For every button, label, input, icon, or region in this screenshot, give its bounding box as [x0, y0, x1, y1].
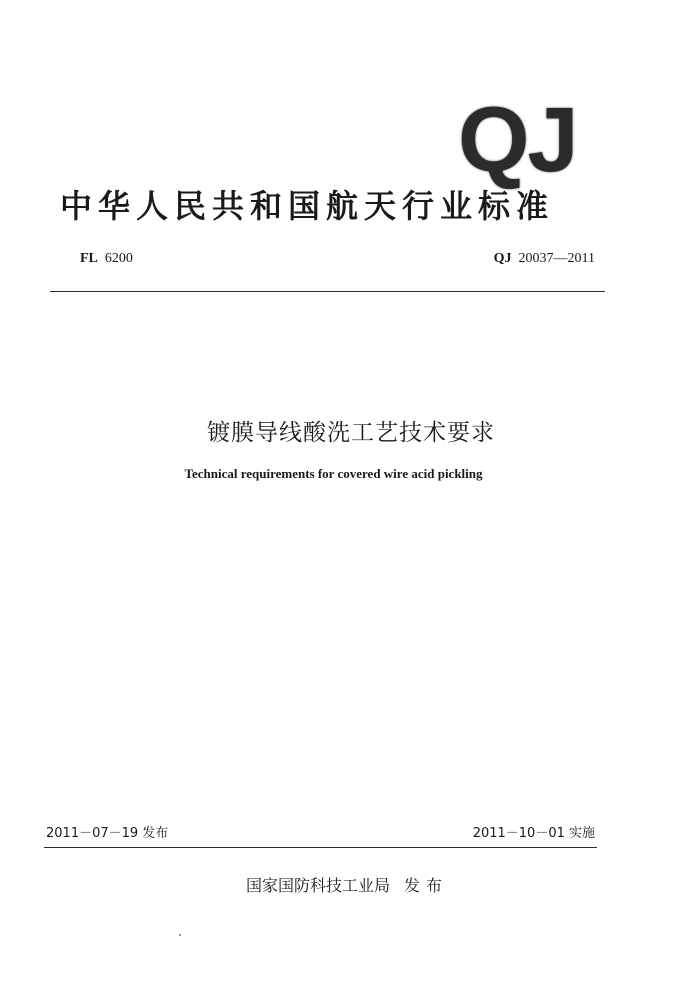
implementation-date: 2011－10－01 实施: [472, 826, 595, 841]
standard-prefix: QJ: [493, 251, 512, 266]
document-title-english: Technical requirements for covered wire acid pickling: [184, 466, 483, 481]
classification-prefix: FL: [80, 251, 98, 266]
qj-logo: QJ: [458, 89, 577, 191]
document-title-chinese: 镀膜导线酸洗工艺技术要求: [207, 420, 495, 446]
classification-code: [80, 251, 133, 267]
scan-speck: [179, 934, 181, 936]
standard-code: 20037—2011: [518, 251, 595, 266]
classification-number: 6200: [104, 251, 133, 266]
top-divider: [50, 291, 605, 292]
issuing-authority: [246, 876, 448, 896]
issue-label: 发布: [404, 876, 449, 895]
release-date: 2011－07－19 发布: [46, 826, 169, 841]
issuer-name: 国家国防科技工业局: [246, 876, 391, 895]
standard-body-title: 中华人民共和国航天行业标准: [60, 187, 555, 225]
standard-number: [494, 251, 595, 267]
bottom-divider: [44, 847, 597, 848]
